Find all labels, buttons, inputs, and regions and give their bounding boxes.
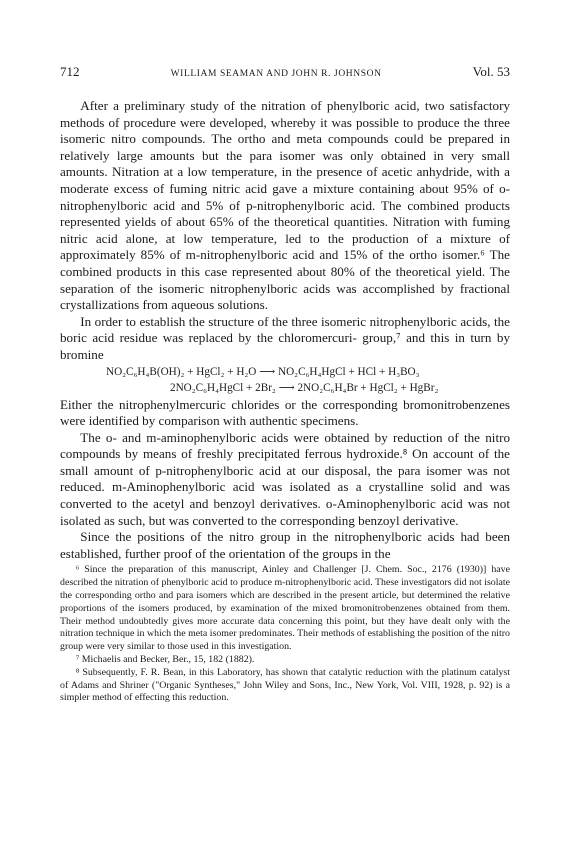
- footnote-8: ⁸ Subsequently, F. R. Bean, in this Laboratory, has shown that catalytic reduction with the platinum catalyst of Adams and Shriner ("Organic Syntheses," John Wiley and Sons, Inc., New York, Vol. VIII, 1928, p. 92) is a simpler method of effecting this reduction.: [60, 666, 510, 704]
- article-body: [60, 98, 510, 705]
- paragraph-identification: Either the nitrophenylmercuric chlorides or the corresponding bromonitrobenzenes were identified by comparison with authentic specimens.: [60, 396, 510, 429]
- paragraph-reduction: The o- and m-aminophenylboric acids were obtained by reduction of the nitro compounds by means of freshly precipitated ferrous hydroxide.⁸ On account of the small amount of p-nitrophenylboric acid at our disposal, the para isomer was not reduced. m-Aminophenylboric acid was isolated as a crystalline solid and was converted to the acetyl and benzoyl derivatives. o-Aminophenylboric acid was not isolated as such, but was converted to the corresponding benzoyl derivative.: [60, 429, 510, 528]
- volume-label: Vol. 53: [472, 64, 510, 79]
- page-number: 712: [60, 64, 80, 79]
- paragraph-nitration-methods: After a preliminary study of the nitration of phenylboric acid, two satisfactory methods of procedure were developed, whereby it was possible to produce the three isomeric nitro compounds. The ortho and meta compounds could be prepared in relatively large amounts but the para isomer was only obtained in very small amounts. Nitration at a low temperature, in the presence of acetic anhydride, with a moderate excess of fuming nitric acid gave a mixture containing about 95% of o-nitrophenylboric acid and 5% of p-nitrophenylboric acid. The combined products represented yields of about 65% of the theoretical quantities. Nitration with fuming nitric acid alone, at low temperature, led to the production of a mixture of approximately 85% of m-nitrophenylboric acid and 15% of the ortho isomer.⁶ The combined products in this case represented about 80% of the theoretical yield. The separation of the isomeric nitrophenylboric acids was accomplished by fractional crystallizations from aqueous solutions.: [60, 98, 510, 313]
- footnotes: [60, 564, 510, 705]
- equation-bromination: 2NO₂C₆H₄HgCl + 2Br₂ ⟶ 2NO₂C₆H₄Br + HgCl₂ + HgBr₂: [170, 381, 439, 394]
- footnote-7: ⁷ Michaelis and Becker, Ber., 15, 182 (1882).: [75, 654, 255, 666]
- paragraph-structure-proof: In order to establish the structure of the three isomeric nitrophenylboric acids, the boric acid residue was replaced by the chloromercuri- group,⁷ and this in turn by bromine: [60, 313, 510, 362]
- paragraph-orientation: Since the positions of the nitro group in the nitrophenylboric acids had been established, further proof of the orientation of the groups in the: [60, 529, 510, 561]
- running-head-authors: WILLIAM SEAMAN AND JOHN R. JOHNSON: [170, 69, 382, 79]
- running-header: [60, 64, 510, 82]
- equation-mercuration: NO₂C₆H₄B(OH)₂ + HgCl₂ + H₂O ⟶ NO₂C₆H₄HgCl + HCl + H₃BO₃: [106, 365, 420, 378]
- footnote-6: ⁶ Since the preparation of this manuscript, Ainley and Challenger [J. Chem. Soc., 2176 (1930)] have described the nitration of phenylboric acid to produce m-nitrophenylboric acid. These investigators did not isolate the corresponding ortho and para isomers which are described in the present article, but determined the relative proportions of the isomers produced, by examination of the mixed bromonitrobenzenes obtained from them. Their method undoubtedly gives more accurate data concerning this point, but they have dealt only with the nitration technique in which the meta isomer predominates. Their methods of establishing the position of the nitro group were very similar to those used in this investigation.: [60, 564, 510, 653]
